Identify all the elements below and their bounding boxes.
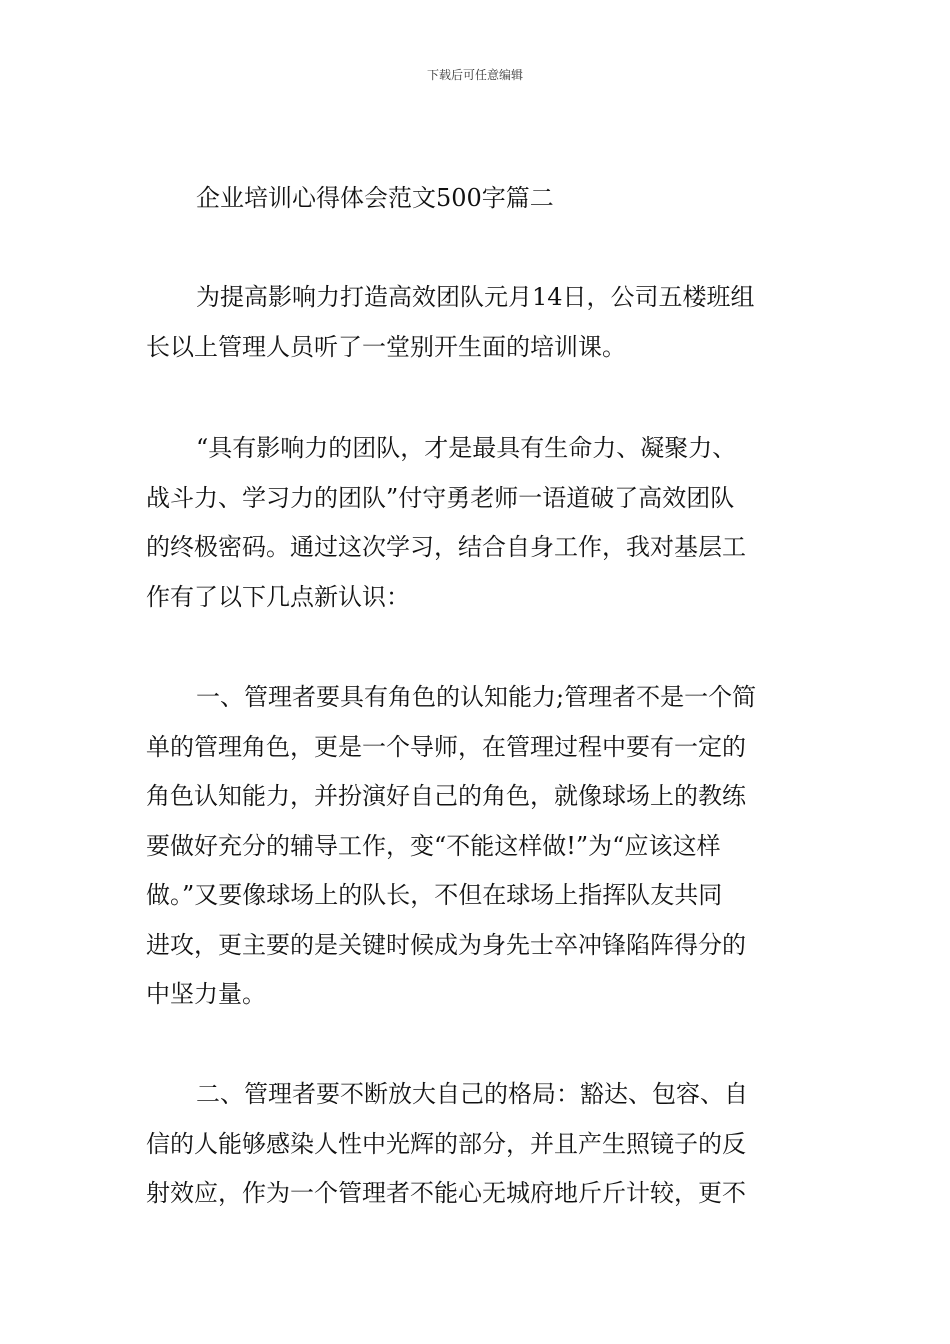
text-line: 战斗力、学习力的团队”付守勇老师一语道破了高效团队 xyxy=(146,483,735,512)
paragraph-point-one xyxy=(146,673,808,1020)
paragraph-quote xyxy=(146,424,808,622)
paragraph-point-two xyxy=(146,1070,808,1219)
text-line: 单的管理角色，更是一个导师，在管理过程中要有一定的 xyxy=(146,732,746,761)
text-line: “具有影响力的团队，才是最具有生命力、凝聚力、 xyxy=(196,434,737,462)
text-line: 角色认知能力，并扮演好自己的角色，就像球场上的教练 xyxy=(146,782,746,810)
text-line: 二、管理者要不断放大自己的格局：豁达、包容、自 xyxy=(196,1080,748,1108)
text-line: 做。”又要像球场上的队长，不但在球场上指挥队友共同 xyxy=(146,881,723,909)
text-line: 信的人能够感染人性中光辉的部分，并且产生照镜子的反 xyxy=(146,1129,746,1158)
document-title: 企业培训心得体会范文500字篇二 xyxy=(196,184,554,212)
text-line: 中坚力量。 xyxy=(146,980,266,1008)
paragraph-intro xyxy=(146,273,808,372)
text-line: 作有了以下几点新认识： xyxy=(146,582,410,611)
text-line: 要做好充分的辅导工作，变“不能这样做!”为“应该这样 xyxy=(146,831,721,860)
text-line: 射效应，作为一个管理者不能心无城府地斤斤计较，更不 xyxy=(146,1179,746,1207)
text-line: 一、管理者要具有角色的认知能力;管理者不是一个简 xyxy=(196,683,757,711)
text-line: 长以上管理人员听了一堂别开生面的培训课。 xyxy=(146,332,626,361)
text-line: 为提高影响力打造高效团队元月14日，公司五楼班组 xyxy=(196,283,755,311)
text-line: 进攻，更主要的是关键时候成为身先士卒冲锋陷阵得分的 xyxy=(146,930,746,959)
text-line: 的终极密码。通过这次学习，结合自身工作，我对基层工 xyxy=(146,533,746,561)
page-header-note: 下载后可任意编辑 xyxy=(426,68,523,82)
